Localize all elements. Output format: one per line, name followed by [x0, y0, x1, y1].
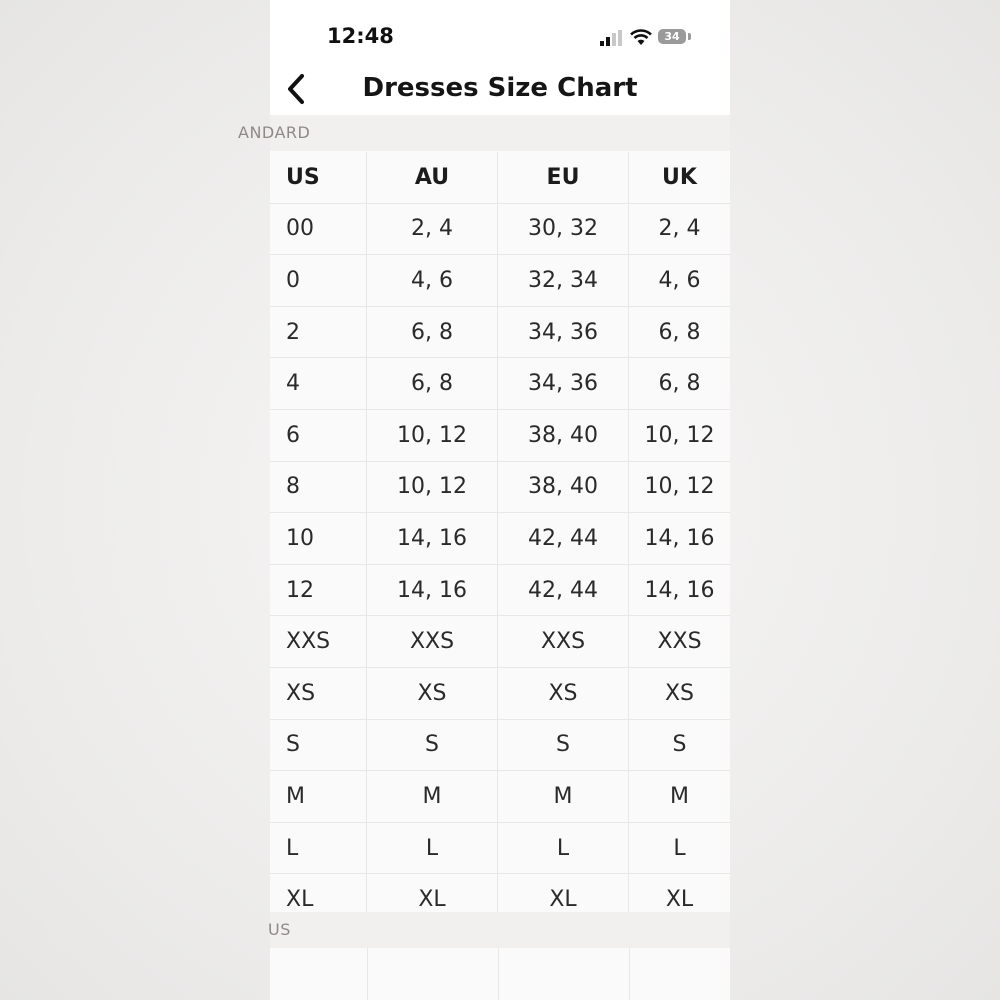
table-row	[270, 720, 730, 772]
table-row	[270, 616, 730, 668]
cell-eu: XL	[498, 874, 629, 925]
navigation-bar	[270, 70, 730, 116]
cell-us: XL	[270, 874, 367, 925]
cell-au: 14, 16	[367, 565, 498, 616]
phone-screen	[238, 0, 730, 1000]
table-row	[270, 462, 730, 514]
cell-eu: 38, 40	[498, 462, 629, 513]
table-row	[270, 358, 730, 410]
table-row	[270, 771, 730, 823]
column-header-eu: EU	[498, 152, 629, 203]
section-header-plus	[270, 912, 730, 948]
column-header-us: US	[270, 152, 367, 203]
cell-us: 10	[270, 513, 367, 564]
cell-us: 2	[270, 307, 367, 358]
cell-us: 12	[270, 565, 367, 616]
cell-eu: 42, 44	[498, 513, 629, 564]
cell-us: 4	[270, 358, 367, 409]
cell-au: 10, 12	[367, 462, 498, 513]
cell-au: XL	[367, 874, 498, 925]
cell-us: 6	[270, 410, 367, 461]
column-header-uk: UK	[662, 164, 697, 190]
cell-uk: XXS	[657, 629, 702, 655]
page-title: Dresses Size Chart	[362, 73, 638, 103]
cell-uk: 2, 4	[658, 216, 701, 242]
table-row	[270, 410, 730, 462]
cell-au: 2, 4	[367, 204, 498, 255]
cell-us: 8	[270, 462, 367, 513]
battery-icon: 34	[658, 29, 686, 44]
cell-uk: 10, 12	[644, 474, 715, 500]
cell-uk: 6, 8	[658, 371, 701, 397]
cell-eu: M	[498, 771, 629, 822]
table-row	[270, 565, 730, 617]
cell-au: 4, 6	[367, 255, 498, 306]
cell-eu: 30, 32	[498, 204, 629, 255]
cell-uk: XS	[664, 680, 695, 706]
battery-tip	[688, 33, 691, 40]
cell-uk: M	[670, 783, 689, 809]
cell-uk: 4, 6	[658, 267, 701, 293]
cell-eu: 32, 34	[498, 255, 629, 306]
cell-us: L	[270, 823, 367, 874]
status-time: 12:48	[327, 24, 394, 48]
cell-uk: 14, 16	[644, 525, 715, 551]
cell-uk: XL	[665, 887, 694, 913]
cellular-signal-icon	[600, 30, 622, 46]
table-row	[270, 823, 730, 875]
column-divider	[629, 948, 630, 1000]
cell-us: S	[270, 720, 367, 771]
cell-uk: 10, 12	[644, 422, 715, 448]
cell-eu: 34, 36	[498, 307, 629, 358]
column-divider	[367, 948, 368, 1000]
cell-eu: 38, 40	[498, 410, 629, 461]
cell-eu: XXS	[498, 616, 629, 667]
cell-uk: S	[672, 732, 687, 758]
cell-uk: 14, 16	[644, 577, 715, 603]
table-header-row	[270, 152, 730, 204]
cell-us: M	[270, 771, 367, 822]
cell-eu: S	[498, 720, 629, 771]
cell-us: 0	[270, 255, 367, 306]
table-row	[270, 255, 730, 307]
cell-au: M	[367, 771, 498, 822]
cell-au: 6, 8	[367, 307, 498, 358]
cell-au: S	[367, 720, 498, 771]
section-label: US	[268, 920, 291, 939]
cell-eu: 34, 36	[498, 358, 629, 409]
cell-eu: 42, 44	[498, 565, 629, 616]
cell-eu: L	[498, 823, 629, 874]
cell-eu: XS	[498, 668, 629, 719]
cell-us: 00	[270, 204, 367, 255]
cell-us: XS	[270, 668, 367, 719]
cell-au: XS	[367, 668, 498, 719]
table-row	[270, 307, 730, 359]
wifi-icon	[630, 28, 652, 46]
cell-au: L	[367, 823, 498, 874]
cell-us: XXS	[270, 616, 367, 667]
section-header-standard	[238, 115, 730, 151]
cell-au: 6, 8	[367, 358, 498, 409]
section-label: ANDARD	[238, 123, 311, 142]
table-row	[270, 948, 730, 1000]
status-bar	[270, 0, 730, 70]
cell-au: 14, 16	[367, 513, 498, 564]
table-row	[270, 204, 730, 256]
table-row	[270, 668, 730, 720]
column-divider	[498, 948, 499, 1000]
column-header-au: AU	[367, 152, 498, 203]
size-table	[270, 152, 730, 926]
cell-au: 10, 12	[367, 410, 498, 461]
cell-au: XXS	[367, 616, 498, 667]
cell-uk: L	[673, 835, 686, 861]
table-row	[270, 513, 730, 565]
cell-uk: 6, 8	[658, 319, 701, 345]
